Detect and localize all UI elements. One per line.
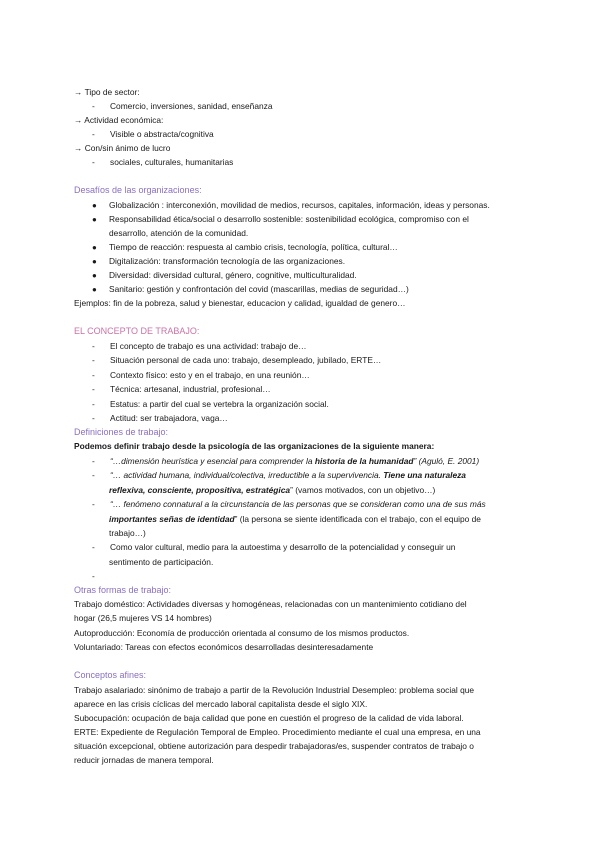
desafio-item: ● Sanitario: gestión y confrontación del covid (mascarillas, medias de seguridad…) <box>92 284 409 294</box>
dash-marker: - <box>92 157 95 167</box>
bullet-marker: ● <box>92 271 97 280</box>
sector-item: - Comercio, inversiones, sanidad, enseñanza <box>92 101 273 111</box>
sector-type-line: → Tipo de sector: <box>74 87 140 97</box>
desafio-item: ● Globalización : interconexión, movilidad de medios, recursos, capitales, información, ideas y personas. <box>92 200 490 210</box>
definicion-item-continuation: importantes señas de identidad” (la persona se siente identificada con el trabajo, con el equipo de <box>109 514 481 524</box>
profit-item: - sociales, culturales, humanitarias <box>92 157 234 167</box>
afines-line: Subocupación: ocupación de baja calidad que pone en cuestión el progreso de la calidad de vida laboral. <box>74 713 464 723</box>
definicion-item: - “…dimensión heurística y esencial para comprender la historia de la humanidad” (Aguló, E. 2001) <box>92 456 480 466</box>
afines-line: ERTE: Expediente de Regulación Temporal de Empleo. Procedimiento mediante el cual una empresa, en una <box>74 727 481 737</box>
otras-line: Trabajo doméstico: Actividades diversas y homogéneas, relacionadas con un mantenimiento cotidiano del <box>74 599 467 609</box>
afines-line: situación excepcional, obtiene autorización para despedir trabajadoras/es, suspender contratos de trabajo o <box>74 741 474 751</box>
afines-line: aparece en las crisis cíclicas del mercado laboral capitalista desde el siglo XIX. <box>74 699 368 709</box>
dash-marker: - <box>92 413 95 423</box>
desafio-item: ● Digitalización: transformación tecnología de las organizaciones. <box>92 256 346 266</box>
definicion-item-continuation: reflexiva, consciente, propositiva, estratégica” (vamos motivados, con un objetivo…) <box>109 485 436 495</box>
afines-line: reducir jornadas de manera temporal. <box>74 755 214 765</box>
desafios-heading: Desafíos de las organizaciones: <box>74 185 202 195</box>
dash-marker: - <box>92 101 95 111</box>
dash-marker: - <box>92 129 95 139</box>
dash-marker: - <box>92 499 95 509</box>
definicion-item-continuation: sentimento de participación. <box>109 557 214 567</box>
concepto-item: - Actitud: ser trabajadora, vaga… <box>92 413 228 423</box>
otras-line: Autoproducción: Economía de producción orientada al consumo de los mismos productos. <box>74 628 410 638</box>
dash-marker: - <box>92 384 95 394</box>
bullet-marker: ● <box>92 257 97 266</box>
profit-line: → Con/sin ánimo de lucro <box>74 143 171 153</box>
economic-activity-line: → Actividad económica: <box>74 115 164 125</box>
otras-line: Voluntariado: Tareas con efectos económicos desarrolladas desinteresadamente <box>74 642 374 652</box>
concepto-item: - Estatus: a partir del cual se vertebra la organización social. <box>92 399 329 409</box>
arrow-icon: → <box>74 115 83 125</box>
definicion-item-continuation: trabajo…) <box>109 528 146 538</box>
concepto-item: - Situación personal de cada uno: trabajo, desempleado, jubilado, ERTE… <box>92 355 382 365</box>
bullet-marker: ● <box>92 201 97 210</box>
afines-heading: Conceptos afines: <box>74 670 147 680</box>
empty-dash-item <box>92 570 110 583</box>
arrow-icon: → <box>74 87 83 97</box>
economic-item: - Visible o abstracta/cognitiva <box>92 129 214 139</box>
dash-marker: - <box>92 456 95 466</box>
concepto-item: - El concepto de trabajo es una actividad: trabajo de… <box>92 341 307 351</box>
afines-line: Trabajo asalariado: sinónimo de trabajo a partir de la Revolución Industrial Desempleo: problema social que <box>74 685 475 695</box>
examples-line: Ejemplos: fin de la pobreza, salud y bienestar, educacion y calidad, igualdad de genero… <box>74 298 406 308</box>
desafio-item-continuation: desarrollo, atención de la comunidad. <box>109 228 249 238</box>
bullet-marker: ● <box>92 285 97 294</box>
otras-line: hogar (26,5 mujeres VS 14 hombres) <box>74 613 212 623</box>
otras-heading: Otras formas de trabajo: <box>74 585 172 595</box>
concepto-item: - Contexto físico: esto y en el trabajo, en una reunión… <box>92 370 310 380</box>
desafio-item: ● Responsabilidad ética/social o desarrollo sostenible: sostenibilidad ecológica, compromiso con el <box>92 214 469 224</box>
arrow-icon: → <box>74 143 83 153</box>
dash-marker: - <box>92 399 95 409</box>
definicion-item: - “… actividad humana, individual/colectiva, irreductible a la supervivencia. Tiene una naturaleza <box>92 470 466 480</box>
bullet-marker: ● <box>92 243 97 252</box>
definicion-item: - Como valor cultural, medio para la autoestima y desarrollo de la potencialidad y conseguir un <box>92 542 456 552</box>
concepto-heading: EL CONCEPTO DE TRABAJO: <box>74 326 200 336</box>
definicion-item: - “… fenómeno connatural a la circunstancia de las personas que se consideran como una de sus más <box>92 499 486 509</box>
dash-marker: - <box>92 571 95 581</box>
desafio-item: ● Diversidad: diversidad cultural, género, cognitive, multiculturalidad. <box>92 270 357 280</box>
definiciones-heading: Definiciones de trabajo: <box>74 427 169 437</box>
dash-marker: - <box>92 470 95 480</box>
dash-marker: - <box>92 341 95 351</box>
dash-marker: - <box>92 542 95 552</box>
definiciones-intro: Podemos definir trabajo desde la psicología de las organizaciones de la siguiente manera: <box>74 441 435 451</box>
desafio-item: ● Tiempo de reacción: respuesta al cambio crisis, tecnología, política, cultural… <box>92 242 398 252</box>
bullet-marker: ● <box>92 215 97 224</box>
concepto-item: - Técnica: artesanal, industrial, profesional… <box>92 384 271 394</box>
dash-marker: - <box>92 355 95 365</box>
dash-marker: - <box>92 370 95 380</box>
